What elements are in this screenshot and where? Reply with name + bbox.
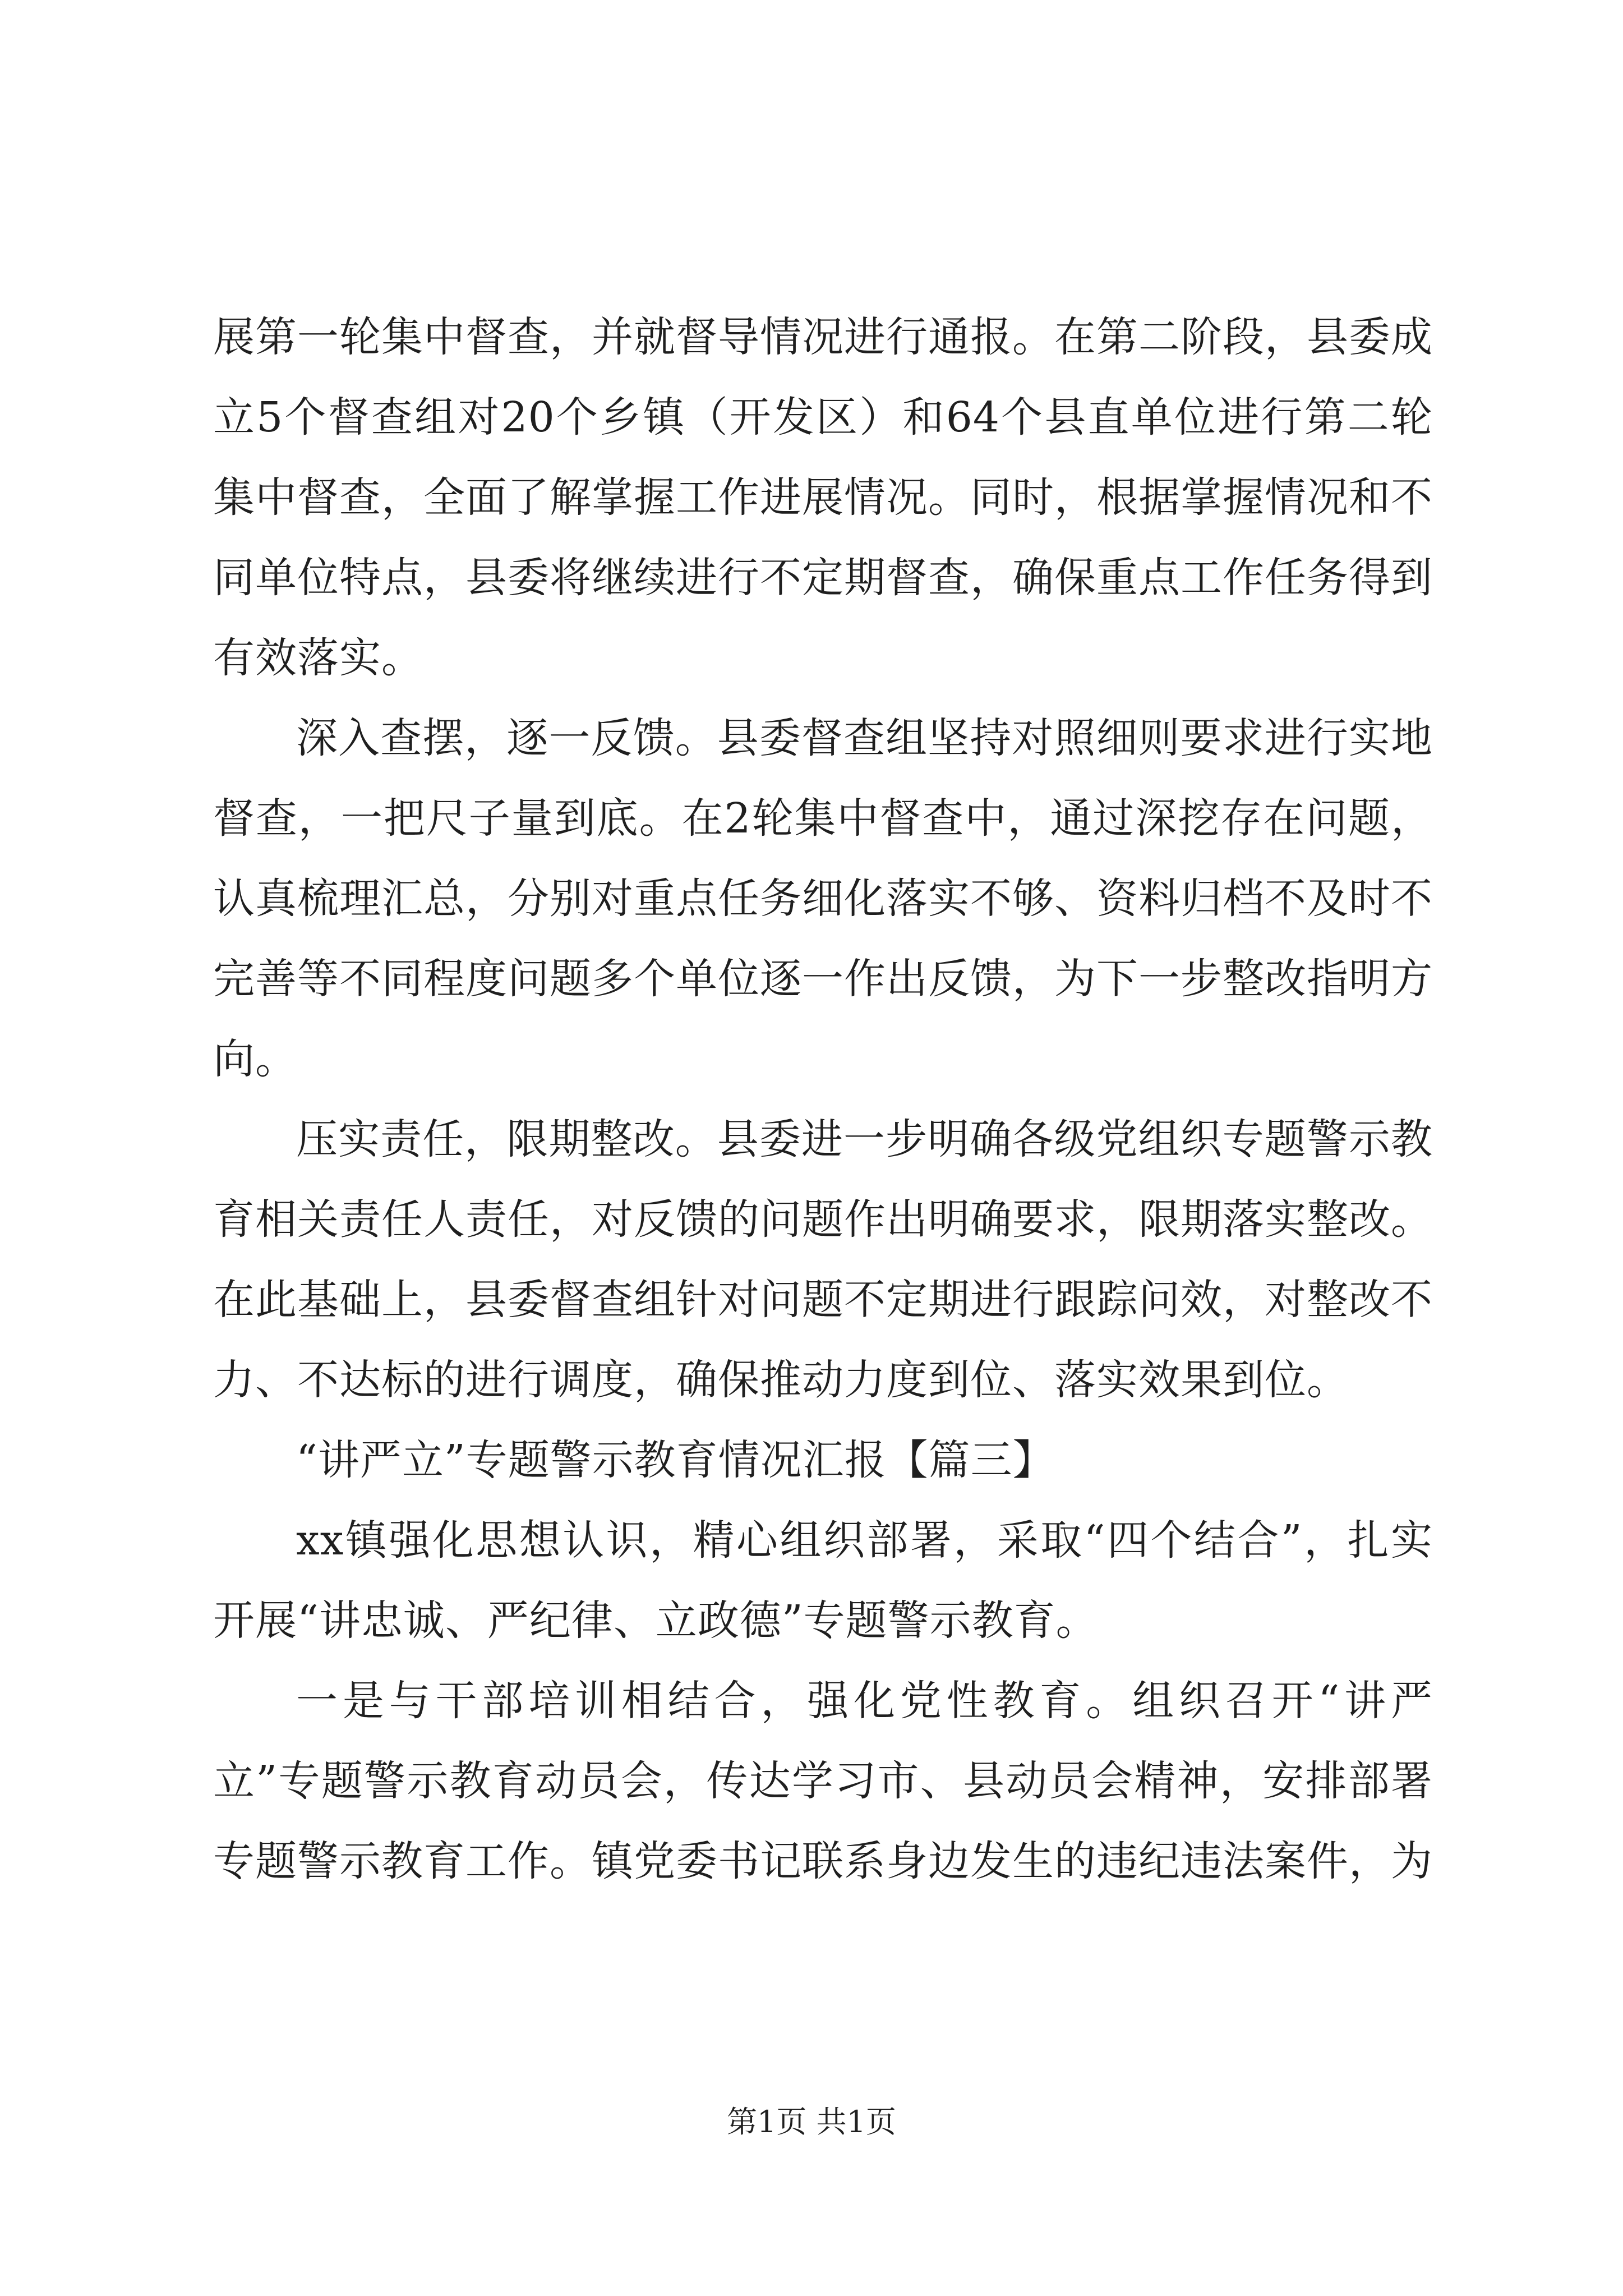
paragraph-rectification: 压实责任，限期整改。县委进一步明确各级党组织专题警示教育相关责任人责任，对反馈的问题作出明确要求，限期落实整改。在此基础上，县委督查组针对问题不定期进行跟踪问效，对整改不力、不达标的进行调度，确保推动力度到位、落实效果到位。 <box>213 1115 1433 1404</box>
paragraph-intro: xx镇强化思想认识，精心组织部署，采取“四个结合”，扎实开展“讲忠诚、严纪律、立政德”专题警示教育。 <box>213 1516 1433 1645</box>
paragraph-training: 一是与干部培训相结合，强化党性教育。组织召开“讲严立”专题警示教育动员会，传达学习市、县动员会精神，安排部署专题警示教育工作。镇党委书记联系身边发生的违纪违法案件，为 <box>213 1677 1433 1885</box>
paragraph-continuation: 展第一轮集中督查，并就督导情况进行通报。在第二阶段，县委成立5个督查组对20个乡镇（开发区）和64个县直单位进行第二轮集中督查，全面了解掌握工作进展情况。同时，根据掌握情况和不同单位特点，县委将继续进行不定期督查，确保重点工作任务得到有效落实。 <box>213 313 1433 682</box>
document-body <box>213 297 1433 1902</box>
paragraph-feedback: 深入查摆，逐一反馈。县委督查组坚持对照细则要求进行实地督查，一把尺子量到底。在2轮集中督查中，通过深挖存在问题，认真梳理汇总，分别对重点任务细化落实不够、资料归档不及时不完善等不同程度问题多个单位逐一作出反馈，为下一步整改指明方向。 <box>213 714 1433 1083</box>
page-footer: 第1页 共1页 <box>727 2104 896 2139</box>
section-heading: “讲严立”专题警示教育情况汇报【篇三】 <box>296 1436 1055 1484</box>
